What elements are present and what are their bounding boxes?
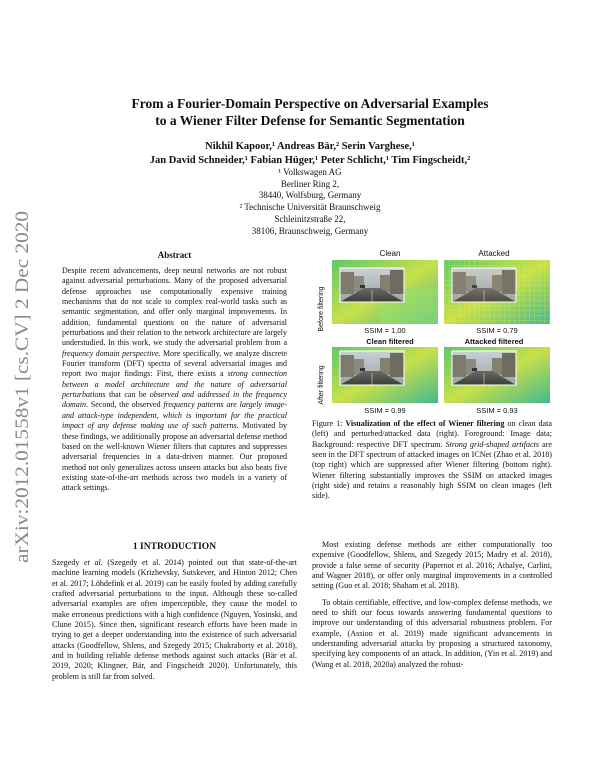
right-column-body: [312, 540, 552, 670]
abstract-heading: Abstract: [157, 250, 192, 260]
ssim-attacked: SSIM = 0.79: [476, 326, 518, 335]
abstract-emphasis: frequency domain perspective: [62, 348, 159, 358]
abstract-text: . Second, the observed: [86, 400, 164, 410]
figure-row-label-after: After filtering: [318, 365, 325, 405]
title-line-2: to a Wiener Filter Defense for Semantic Segmentation: [155, 113, 465, 128]
caption-text: are seen in the DFT spectrum of attacked images on ICNet (Zhao et al. 2018) (top right) which are suppressed after Wiener filtering (bottom right). Wiener filtering substantially improves the SSIM on attacked images (right side) and retains a reasonably high SSIM on clean images (left side).: [312, 439, 552, 501]
figure-col-label-clean: Clean: [379, 249, 401, 258]
intro-text: Szegedy: [52, 558, 85, 567]
figure-1: [312, 247, 552, 417]
affiliation-line: Schleinitzstraße 22,: [274, 213, 346, 224]
affiliation-line: ¹ Volkswagen AG: [278, 167, 342, 177]
caption-text: on clean data (left) and perturbed/attacked data (right). Foreground: Image data; Background: respective DFT spectrum.: [312, 419, 552, 449]
paper-title: [70, 95, 550, 129]
figure-col-label-clean-filtered: Clean filtered: [366, 337, 414, 346]
ssim-attacked-filtered: SSIM = 0.93: [476, 406, 518, 415]
caption-emphasis: Strong grid-shaped artifacts: [445, 439, 540, 449]
abstract-text: Despite recent advancements, deep neural networks are not robust against adversarial perturbations. Many of the proposed adversarial defense approaches use computationally expensive training mechanisms that do not scale to complex real-world tasks such as semantic segmentation, and offer only marginal improvements. In addition, fundamental questions on the nature of adversarial perturbations and their relation to the network architecture are largely understudied. In this work, we study the adversarial problem from a: [62, 266, 287, 348]
affiliation-line: ² Technische Universität Braunschweig: [239, 202, 381, 213]
caption-label: Figure 1:: [312, 419, 346, 428]
abstract-body: [62, 266, 287, 494]
ssim-clean: SSIM = 1.00: [364, 326, 406, 335]
section-heading-introduction: 1 INTRODUCTION: [132, 542, 217, 552]
panel-clean: [332, 260, 438, 324]
authors: [70, 140, 550, 167]
title-line-1: From a Fourier-Domain Perspective on Adversarial Examples: [131, 96, 489, 111]
body-paragraph: To obtain certifiable, effective, and low-complex defense methods, we need to shift our focus towards answering fundamental questions to improve our understanding of this adversarial robustness problem. For example, (Assion et al. 2019) made significant advancements in understanding adversarial attacks by proposing a structured taxonomy, specifying key components of an attack. In addition, (Yin et al. 2019) and (Wang et al. 2018, 2020a) analyzed the robust-: [312, 597, 552, 669]
abstract-text: . Motivated by these findings, we additionally propose an adversarial defense method based on the well-known Wiener filters that captures and suppresses adversarial frequencies in a data-driven manner. Our proposed method not only generalizes across unseen attacks but also beats five existing state-of-the-art methods across two models in a variety of attack settings.: [62, 421, 288, 493]
affiliation-line: 38106, Braunschweig, Germany: [251, 225, 369, 236]
abstract-text: that can be: [105, 390, 150, 400]
affiliation-line: 38440, Wolfsburg, Germany: [258, 190, 362, 201]
abstract-emphasis: observed and addressed in the frequency domain: [62, 390, 287, 410]
panel-attacked: [444, 260, 550, 324]
body-paragraph: Most existing defense methods are either computationally too expensive (Goodfellow, Shlens, and Szegedy 2015; Madry et al. 2018), provide a false sense of security (Papernot et al. 2016; Athalye, Carlini, and Wagner 2018), or offer only marginal improvements in a controlled setting (Guo et al. 2018; Shaham et al. 2018).: [312, 540, 552, 591]
figure-1-caption: [312, 419, 552, 502]
intro-emphasis: et al.: [84, 558, 103, 567]
affiliation-line: Berliner Ring 2,: [280, 178, 340, 189]
arxiv-identifier-text: arXiv:2012.01558v1 [cs.CV] 2 Dec 2020: [12, 248, 33, 563]
panel-attacked-filtered: [444, 347, 550, 403]
figure-col-label-attacked: Attacked: [478, 249, 510, 258]
caption-bold: Visualization of the effect of Wiener filtering: [345, 419, 505, 428]
affiliations: [170, 167, 450, 237]
authors-line-1: Nikhil Kapoor,¹ Andreas Bär,² Serin Varghese,¹: [205, 141, 415, 152]
ssim-clean-filtered: SSIM = 0.99: [364, 406, 406, 415]
arxiv-identifier: [4, 205, 38, 565]
panel-clean-filtered: [332, 347, 438, 403]
abstract-emphasis: frequency patterns are largely image- and attack-type independent, which is important for the practical impact of any defense making use of such patterns: [62, 400, 287, 431]
figure-col-label-attacked-filtered: Attacked filtered: [464, 337, 524, 346]
introduction-body: [52, 558, 297, 682]
figure-row-label-before: Before filtering: [318, 286, 325, 332]
intro-text: (Szegedy et al. 2014) pointed out that state-of-the-art machine learning models (Krizhevsky, Sutskever, and Hinton 2012; Chen et al. 2017; Löhdefink et al. 2019) can be easily fooled by adding carefully crafted adversarial perturbations to the input. Although these so-called adversarial examples are often imperceptible, they cause the model to make erroneous predictions with a high confidence (Nguyen, Yosinski, and Clune 2015). Since then, significant research efforts have been made in trying to get a deeper understanding into the existence of such adversarial attacks (Goodfellow, Shlens, and Szegedy 2015; Chakraborty et al. 2018), and in building reliable defense methods against such attacks (Bär et al. 2019, 2020; Klingner, Bär, and Fingscheidt 2020). Unfortunately, this problem is still far from solved.: [52, 558, 297, 681]
abstract-text: . More specifically, we analyze discrete Fourier transform (DFT) spectra of several adversarial images and report two major findings: First, there exists a: [62, 348, 287, 379]
abstract-emphasis: strong connection between a model architecture and the nature of adversarial perturbations: [62, 369, 288, 400]
authors-line-2: Jan David Schneider,¹ Fabian Hüger,¹ Peter Schlicht,¹ Tim Fingscheidt,²: [149, 154, 471, 166]
